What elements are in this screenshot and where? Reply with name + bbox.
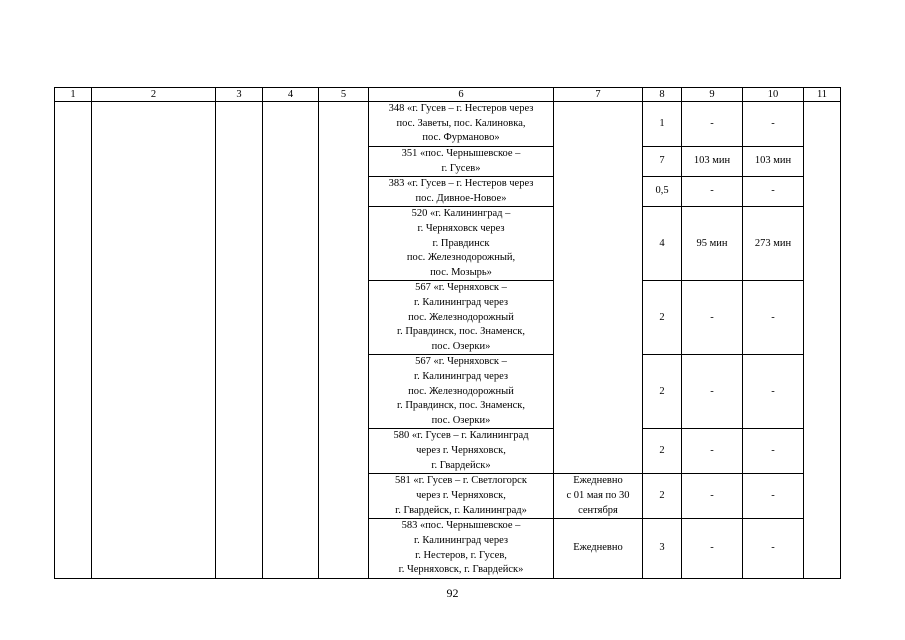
time-cell: - (743, 177, 804, 207)
empty-cell-col2 (92, 102, 216, 579)
time-cell: - (743, 474, 804, 519)
page-number: 92 (446, 586, 459, 600)
time-cell: - (682, 429, 743, 474)
column-header: 8 (643, 88, 682, 102)
schedule-cell: Ежедневно (554, 519, 643, 578)
empty-cell-col3 (216, 102, 263, 579)
time-cell: - (682, 177, 743, 207)
empty-cell-col5 (319, 102, 369, 579)
time-cell: - (743, 355, 804, 429)
time-cell: - (743, 519, 804, 578)
route-cell: 383 «г. Гусев – г. Нестеров через пос. Дивное-Новое» (369, 177, 554, 207)
column-header: 5 (319, 88, 369, 102)
column-header: 9 (682, 88, 743, 102)
time-cell: 103 мин (743, 147, 804, 177)
route-cell: 520 «г. Калининград – г. Черняховск через г. Правдинск пос. Железнодорожный, пос. Мозырь» (369, 207, 554, 281)
count-cell: 2 (643, 355, 682, 429)
route-cell: 581 «г. Гусев – г. Светлогорск через г. Черняховск, г. Гвардейск, г. Калининград» (369, 474, 554, 519)
time-cell: 103 мин (682, 147, 743, 177)
column-header: 3 (216, 88, 263, 102)
time-cell: 273 мин (743, 207, 804, 281)
time-cell: - (682, 281, 743, 355)
count-cell: 2 (643, 429, 682, 474)
time-cell: - (743, 281, 804, 355)
column-header: 4 (263, 88, 319, 102)
route-cell: 583 «пос. Чернышевское – г. Калининград через г. Нестеров, г. Гусев, г. Черняховск, г. Гвардейск» (369, 519, 554, 578)
column-header: 2 (92, 88, 216, 102)
empty-cell-col11 (804, 102, 841, 579)
schedule-cell: Ежедневно с 01 мая по 30 сентября (554, 474, 643, 519)
count-cell: 0,5 (643, 177, 682, 207)
route-cell: 351 «пос. Чернышевское – г. Гусев» (369, 147, 554, 177)
schedule-table (54, 87, 841, 579)
time-cell: - (682, 519, 743, 578)
time-cell: - (743, 102, 804, 147)
time-cell: - (682, 474, 743, 519)
empty-cell-col4 (263, 102, 319, 579)
route-cell: 567 «г. Черняховск – г. Калининград через пос. Железнодорожный г. Правдинск, пос. Знаменск, пос. Озерки» (369, 281, 554, 355)
time-cell: - (682, 355, 743, 429)
column-header: 1 (55, 88, 92, 102)
route-cell: 567 «г. Черняховск – г. Калининград через пос. Железнодорожный г. Правдинск, пос. Знаменск, пос. Озерки» (369, 355, 554, 429)
column-header: 11 (804, 88, 841, 102)
column-header: 10 (743, 88, 804, 102)
empty-cell-col1 (55, 102, 92, 579)
header-row (55, 88, 841, 102)
column-header: 6 (369, 88, 554, 102)
count-cell: 7 (643, 147, 682, 177)
count-cell: 3 (643, 519, 682, 578)
route-cell: 348 «г. Гусев – г. Нестеров через пос. Заветы, пос. Калиновка, пос. Фурманово» (369, 102, 554, 147)
count-cell: 2 (643, 474, 682, 519)
table-row (55, 102, 841, 147)
column-header: 7 (554, 88, 643, 102)
schedule-cell (554, 102, 643, 474)
count-cell: 1 (643, 102, 682, 147)
time-cell: - (743, 429, 804, 474)
time-cell: - (682, 102, 743, 147)
time-cell: 95 мин (682, 207, 743, 281)
route-cell: 580 «г. Гусев – г. Калининград через г. Черняховск, г. Гвардейск» (369, 429, 554, 474)
count-cell: 2 (643, 281, 682, 355)
count-cell: 4 (643, 207, 682, 281)
